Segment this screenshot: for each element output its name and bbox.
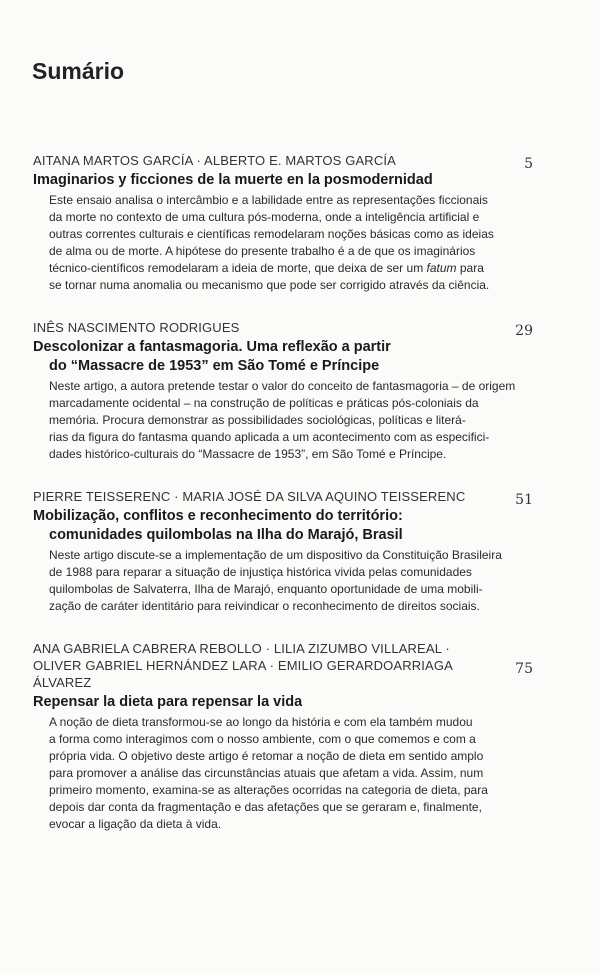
entry-abstract: Neste artigo, a autora pretende testar o valor do conceito de fantasmagoria – de origem marcadamente ocidental – na construção de políticas e práticas pós-coloniais da memória. Procura demonstrar as possibilidades sociológicas, políticas e literá- rias da figura do fantasma quando aplicada a um acontecimento com as especifici- dades histórico-culturais do “Massacre de 1953”, em São Tomé e Príncipe.	[49, 379, 516, 461]
entry-page-number[interactable]: 29	[515, 323, 533, 339]
entry-authors: INÊS NASCIMENTO RODRIGUES	[33, 320, 240, 335]
entry-title[interactable]: Descolonizar a fantasmagoria. Uma reflexão a partir do “Massacre de 1953” em São Tomé e Príncipe	[33, 339, 391, 374]
entry-authors: AITANA MARTOS GARCÍA · ALBERTO E. MARTOS GARCÍA	[33, 153, 396, 168]
entry-page-number[interactable]: 5	[524, 156, 533, 172]
entry-title[interactable]: Repensar la dieta para repensar la vida	[33, 694, 303, 710]
entry-abstract: Neste artigo discute-se a implementação de um dispositivo da Constituição Brasileira de 1988 para reparar a situação de injustiça histórica vivida pelas comunidades quilombolas de Salvaterra, Ilha de Marajó, enquanto oportunidade de uma mobili- zação de caráter identitário para reivindicar o reconhecimento de direitos sociais.	[49, 548, 502, 613]
entry-page-number[interactable]: 75	[515, 661, 533, 677]
entry-title[interactable]: Imaginarios y ficciones de la muerte en la posmodernidad	[33, 172, 433, 188]
entry-title[interactable]: Mobilização, conflitos e reconhecimento do território: comunidades quilombolas na Ilha do Marajó, Brasil	[33, 508, 403, 543]
toc-entry	[33, 488, 531, 615]
entry-authors: ANA GABRIELA CABRERA REBOLLO · LILIA ZIZUMBO VILLAREAL · OLIVER GABRIEL HERNÁNDEZ LARA · EMILIO GERARDOARRIAGA ÁLVAREZ	[33, 641, 453, 690]
entry-abstract: A noção de dieta transformou-se ao longo da história e com ela também mudou a forma como interagimos com o nosso ambiente, com o que comemos e com a própria vida. O objetivo deste artigo é retomar a noção de dieta em sentido amplo para promover a análise das circunstâncias atuais que afetam a vida. Assim, num primeiro momento, examina-se as alterações ocorridas na categoria de dieta, para depois dar conta da fragmentação e das afetações que se geraram e, finalmente, evocar a ligação da dieta à vida.	[49, 715, 488, 831]
toc-entry	[33, 640, 531, 833]
toc-entry	[33, 152, 531, 294]
page-title: Sumário	[32, 58, 125, 84]
entry-authors: PIERRE TEISSERENC · MARIA JOSÉ DA SILVA AQUINO TEISSERENC	[33, 489, 466, 504]
toc-entry	[33, 319, 531, 463]
table-of-contents	[33, 152, 531, 858]
entry-page-number[interactable]: 51	[515, 492, 533, 508]
entry-abstract: Este ensaio analisa o intercâmbio e a labilidade entre as representações ficcionais da morte no contexto de uma cultura pós-moderna, onde a inteligência artificial e outras correntes culturais e científicas remodelaram noções básicas como as ideias de alma ou de morte. A hipótese do presente trabalho é a de que os imaginários técnico-científicos remodelaram a ideia de morte, que deixa de ser um fatum para se tornar numa anomalia ou mecanismo que pode ser corrigido através da ciência.	[49, 193, 494, 292]
